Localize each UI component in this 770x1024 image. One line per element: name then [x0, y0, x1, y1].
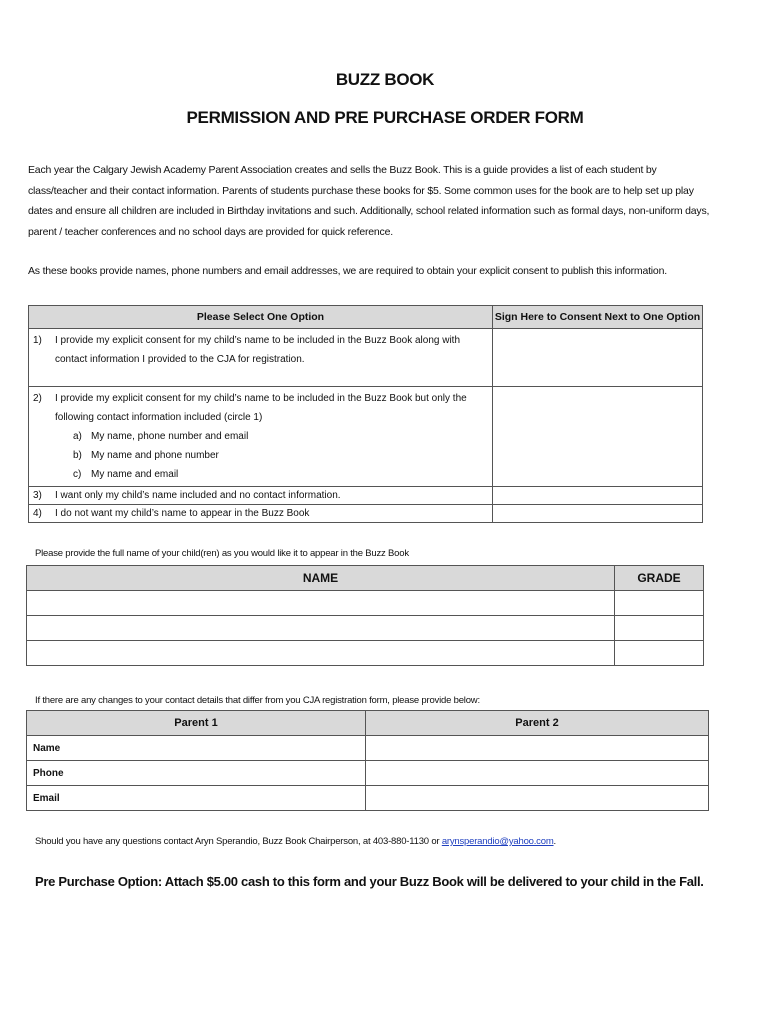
- signature-field[interactable]: [493, 505, 703, 523]
- signature-field[interactable]: [493, 387, 703, 487]
- table-row: [27, 761, 709, 786]
- contact-change-note: If there are any changes to your contact details that differ from you CJA registration form, please provide below:: [35, 695, 480, 706]
- option-number: 1): [33, 335, 42, 346]
- consent-options-table: [28, 305, 703, 523]
- sign-column-header: Sign Here to Consent Next to One Option: [493, 306, 703, 329]
- grade-column-header: GRADE: [615, 566, 704, 591]
- row-label: Name: [33, 742, 61, 754]
- table-row: [27, 616, 704, 641]
- parent1-phone-field[interactable]: [27, 761, 366, 786]
- option-cell: [29, 487, 493, 505]
- name-column-header: NAME: [27, 566, 615, 591]
- list-item[interactable]: b) My name and phone number: [73, 450, 219, 461]
- child-name-note: Please provide the full name of your child(ren) as you would like it to appear in the Buzz Book: [35, 548, 409, 559]
- table-row: [27, 736, 709, 761]
- child-grade-field[interactable]: [615, 641, 704, 666]
- table-row: [27, 641, 704, 666]
- option-number: 3): [33, 490, 42, 501]
- child-grade-field[interactable]: [615, 616, 704, 641]
- table-row: [29, 505, 703, 523]
- parent2-name-field[interactable]: [366, 736, 709, 761]
- child-name-field[interactable]: [27, 641, 615, 666]
- parent-contact-table: [26, 710, 709, 811]
- list-item[interactable]: c) My name and email: [73, 469, 179, 480]
- contact-email-link[interactable]: arynsperandio@yahoo.com: [441, 836, 554, 847]
- parent1-column-header: Parent 1: [27, 711, 366, 736]
- parent1-name-field[interactable]: [27, 736, 366, 761]
- option-text: I provide my explicit consent for my child’s name to be included in the Buzz Book along with contact information I provided to the CJA for registration.: [55, 335, 461, 365]
- option-text: I want only my child’s name included and no contact information.: [55, 490, 341, 501]
- parent2-column-header: Parent 2: [366, 711, 709, 736]
- parent1-email-field[interactable]: [27, 786, 366, 811]
- table-row: [27, 786, 709, 811]
- child-name-field[interactable]: [27, 616, 615, 641]
- table-row: [29, 487, 703, 505]
- option-number: 4): [33, 508, 42, 519]
- child-names-table: [26, 565, 704, 666]
- option-text: I provide my explicit consent for my child’s name to be included in the Buzz Book but only the following contact information included (circle 1): [55, 393, 467, 423]
- table-row: [29, 329, 703, 387]
- option-text: I do not want my child’s name to appear in the Buzz Book: [55, 508, 310, 519]
- prepurchase-notice: Pre Purchase Option: Attach $5.00 cash to this form and your Buzz Book will be delivered to your child in the Fall.: [35, 874, 704, 889]
- parent2-email-field[interactable]: [366, 786, 709, 811]
- parent2-phone-field[interactable]: [366, 761, 709, 786]
- option-cell: [29, 505, 493, 523]
- option-cell: [29, 329, 493, 387]
- intro-paragraph: Each year the Calgary Jewish Academy Parent Association creates and sells the Buzz Book. This is a guide provides a list of each student by class/teacher and their contact information. Parents of students purchase these books for $5. Some common uses for the book are to help set up play dates and ensure all children are included in Birthday invitations and such. Additionally, school related information such as formal days, non-uniform days, parent / teacher conferences and no school days are provided for quick reference.: [28, 164, 710, 238]
- signature-field[interactable]: [493, 329, 703, 387]
- contact-line: Should you have any questions contact Aryn Sperandio, Buzz Book Chairperson, at 403-880-1130 or arynsperandio@yahoo.com.: [35, 836, 556, 847]
- child-name-field[interactable]: [27, 591, 615, 616]
- child-grade-field[interactable]: [615, 591, 704, 616]
- option-number: 2): [33, 393, 42, 404]
- option-cell: [29, 387, 493, 487]
- table-row: [27, 591, 704, 616]
- document-title: BUZZ BOOK: [335, 70, 435, 89]
- document-subtitle: PERMISSION AND PRE PURCHASE ORDER FORM: [186, 108, 584, 127]
- signature-field[interactable]: [493, 487, 703, 505]
- table-row: [29, 387, 703, 487]
- row-label: Email: [33, 792, 60, 804]
- consent-note: As these books provide names, phone numbers and email addresses, we are required to obtain your explicit consent to publish this information.: [28, 265, 667, 277]
- option-column-header: Please Select One Option: [29, 306, 493, 329]
- list-item[interactable]: a) My name, phone number and email: [73, 431, 249, 442]
- row-label: Phone: [33, 767, 64, 779]
